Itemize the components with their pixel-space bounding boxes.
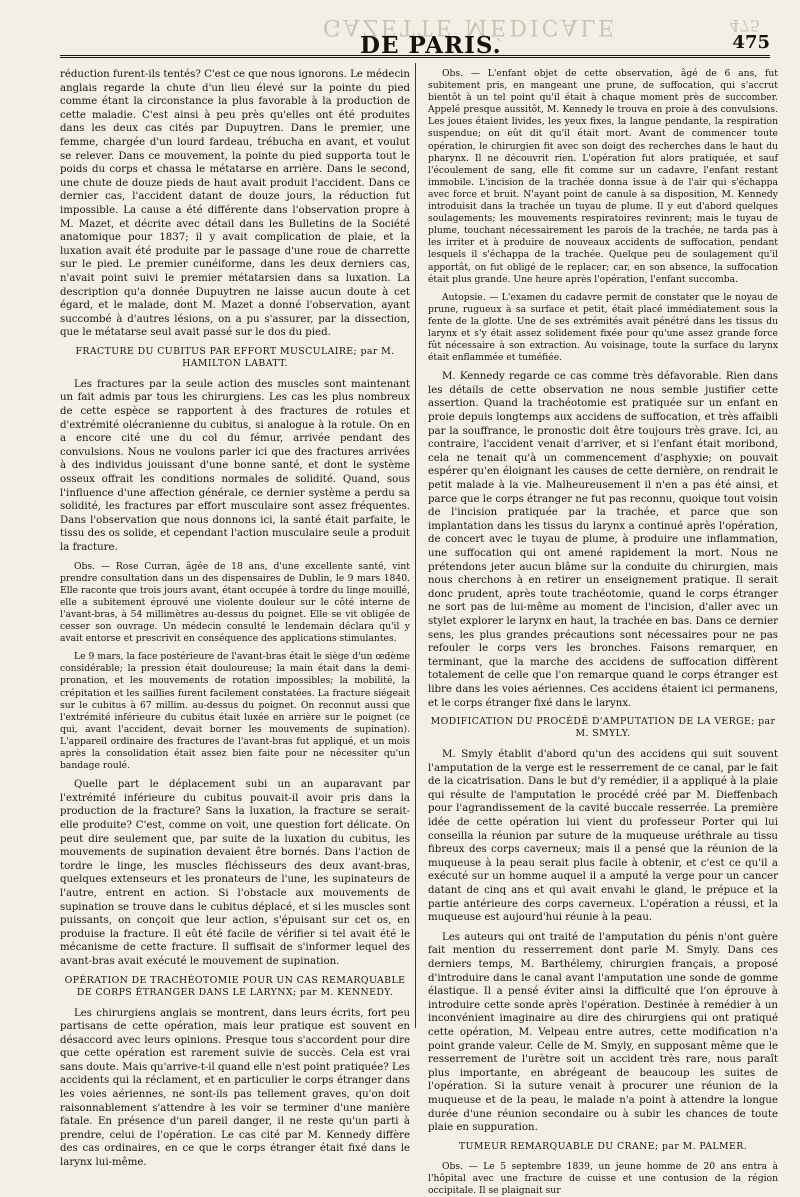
left-column [60, 68, 411, 1169]
article-heading-amputation: MODIFICATION DU PROCÉDÉ D'AMPUTATION DE LA VERGE; par M. SMYLY. [430, 716, 776, 740]
column-divider [415, 63, 416, 1028]
article-heading-cubitus: FRACTURE DU CUBITUS PAR EFFORT MUSCULAIRE; par M. HAMILTON LABATT. [75, 345, 395, 369]
page-number: 475 [732, 32, 770, 53]
article-paragraph: Les auteurs qui ont traité de l'amputation du pénis n'ont guère fait mention du resserrement dont parle M. Smyly. Dans ces derniers temps, M. Barthélemy, chirurgien français, a proposé d'introduire dans le canal avant l'amputation une sonde de gomme élastique. Il a pensé éviter ainsi la difficulté que l'on éprouve à introduire cette sonde après l'opération. Destinée à remédier à un inconvénient imaginaire au dire des chirurgiens qui ont pratiqué cette opération, M. Velpeau entre autres, cette modification n'a point grande valeur. Celle de M. Smyly, en supposant même que le resserrement de l'urètre soit un accident très rare, nous paraît plus importante, en abrégeant de beaucoup les suites de l'opération. Si la suture venait à procurer une réunion de la muqueuse et de la peau, le malade n'a point à attendre la longue durée d'une réunion secondaire ou à subir les chances de toute plaie en suppuration. [428, 931, 778, 1134]
article-paragraph: M. Kennedy regarde ce cas comme très défavorable. Rien dans les détails de cette observation ne nous semble justifier cette assertion. Quand la trachéotomie est pratiquée sur un enfant en proie depuis longtemps aux accidens de suffocation, et très affaibli par la souffrance, le pronostic doit être toujours très grave. Ici, au contraire, l'accident venait d'arriver, et si l'enfant était moribond, cela ne tenait qu'à un commencement d'asphyxie; on pouvait espérer qu'en éloignant les causes de cette dernière, on rendrait le petit malade à la vie. Malheureusement il n'en a pas été ainsi, et parce que le corps étranger ne fut pas reconnu, quoique tout voisin de l'incision pratiquée par la trachée, et parce que son implantation dans les tissus du larynx a continué après l'opération, de concert avec le tuyau de plume, à produire une inflammation, une suffocation qui ont amené rapidement la mort. Nous ne prétendons jeter aucun blâme sur la conduite du chirurgien, mais nous cherchons à en retirer un enseignement pratique. Il serait donc prudent, après toute trachéotomie, quand le corps étranger ne sort pas de lui-même au moment de l'incision, d'aller avec un stylet explorer le larynx en haut, la trachée en bas. Dans ce dernier sens, les plus grandes précautions sont nécessaires pour ne pas refouler le corps vers les bronches. Faisons remarquer, en terminant, que la marche des accidens de suffocation diffèrent totalement de celle que l'on remarque quand le corps étranger est libre dans les voies aériennes. Ces accidens étaient ici permanens, et le corps étranger fixé dans le larynx. [428, 371, 778, 709]
right-column [428, 68, 778, 1196]
observation-paragraph: Obs. — L'enfant objet de cette observation, âgé de 6 ans, fut subitement pris, en mangeant une prune, de suffocation, qui s'accrut bientôt à un tel point qu'il était à chaque moment près de succomber. Appelé presque aussitôt, M. Kennedy le trouva en proie à des convulsions. Les joues étaient livides, les yeux fixes, la langue pendante, la respiration suspendue; on eût dit qu'il était mort. Avant de commencer toute opération, le chirurgien fit avec son doigt des recherches dans le haut du pharynx. Il ne découvrit rien. L'opération fut alors pratiquée, et sauf l'écoulement de sang, elle fit comme sur un cadavre, l'enfant restant immobile. L'incision de la trachée donna issue à de l'air qui s'échappa avec force et bruit. N'ayant point de canule à sa disposition, M. Kennedy introduisit dans la trachée un tuyau de plume. Il y eut d'abord quelques soulagements; les mouvements respiratoires revinrent; mais le tuyau de plume, touchant nécessairement les parois de la trachée, ne tarda pas à les irriter et à produire de nouveaux accidents de suffocation, pendant lesquels il s'échappa de la trachée. Quelque peu de soulagement qu'il apportât, on fut obligé de le replacer; car, en son absence, la suffocation était plus grande. Une heure après l'opération, l'enfant succomba. [428, 68, 778, 285]
observation-paragraph: Obs. — Le 5 septembre 1839, un jeune homme de 20 ans entra à l'hôpital avec une fracture de cuisse et une contusion de la région occipitale. Il se plaignait sur [428, 1160, 778, 1196]
article-paragraph: Quelle part le déplacement subi un an auparavant par l'extrémité inférieure du cubitus pouvait-il avoir pris dans la production de la fracture? Sans la luxation, la fracture se serait-elle produite? C'est, comme on voit, une question fort délicate. On peut dire seulement que, par suite de la luxation du cubitus, les mouvements de supination devaient être bornés. Dans l'action de tordre le linge, les muscles fléchisseurs des deux avant-bras, quelques extenseurs et les pronateurs de l'une, les supinateurs de l'autre, entrent en action. Si l'obstacle aux mouvements de supination se trouve dans le cubitus déplacé, et si les muscles sont puissants, on conçoit que leur action, s'épuisant sur cet os, en produise la fracture. Il eût été facile de vérifier si tel avait été le mécanisme de cette fracture. Il suffisait de s'informer lequel des avant-bras avait exécuté le mouvement de supination. [60, 779, 410, 967]
article-paragraph: Les chirurgiens anglais se montrent, dans leurs écrits, fort peu partisans de cette opération, mais leur pratique est souvent en désaccord avec leurs opinions. Presque tous s'accordent pour dire que cette opération est rarement suivie de succès. Cela est vrai sans doute. Mais qu'arrive-t-il quand elle n'est point pratiquée? Les accidents qui la réclament, et en particulier le corps étranger dans les voies aériennes, ne sont-ils pas tellement graves, qu'on doit raisonnablement s'attendre à les voir se terminer d'une manière fatale. En présence d'un pareil danger, il ne reste qu'un parti à prendre, celui de l'opération. Le cas cité par M. Kennedy diffère des cas ordinaires, en ce que le corps étranger était fixé dans le larynx lui-même. [60, 1007, 410, 1169]
bleed-through-number: 475 [729, 16, 760, 35]
observation-paragraph: Le 9 mars, la face postérieure de l'avant-bras était le siège d'un œdème considérable; la pression était douloureuse; la main était dans la demi-pronation, et les mouvements de rotation impossibles; la mobilité, la crépitation et les saillies furent facilement constatées. La fracture siégeait sur le cubitus à 67 millim. au-dessus du poignet. On reconnut aussi que l'extrémité inférieure du cubitus était luxée en arrière sur le poignet (ce qui, avant l'accident, devait borner les mouvements de supination). L'appareil ordinaire des fractures de l'avant-bras fut appliqué, et un mois après la consolidation était assez bien faite pour ne nécessiter qu'un bandage roulé. [60, 651, 410, 772]
page-title: DE PARIS. [360, 32, 502, 59]
intro-paragraph: réduction furent-ils tentés? C'est ce que nous ignorons. Le médecin anglais regarde la chute d'un lieu élevé sur la pointe du pied comme étant la circonstance la plus favorable à la production de cette maladie. C'est ainsi à peu près qu'elles ont été produites dans les deux cas cités par Dupuytren. Dans le premier, une femme, chargée d'un lourd fardeau, trébucha en avant, et voulut se relever. Dans ce mouvement, la pointe du pied supporta tout le poids du corps et chassa le métatarse en arrière. Dans le second, une chute de douze pieds de haut avait produit l'accident. Dans ce dernier cas, l'accident datant de douze jours, la réduction fut impossible. La cause a été différente dans l'observation propre à M. Mazet, et décrite avec détail dans les Bulletins de la Société anatomique pour 1837; il y avait complication de plaie, et la luxation avait été produite par le passage d'une roue de charrette sur le pied. Le premier cunéiforme, dans les deux derniers cas, n'avait point suivi le premier métatarsien dans sa luxation. La description qu'a donnée Dupuytren ne laisse aucun doute à cet égard, et le malade, dont M. Mazet a donné l'observation, ayant succombé à d'autres lésions, on a pu s'assurer, par la dissection, que le métatarse seul avait passé sur le dos du pied. [60, 69, 410, 339]
autopsy-paragraph: Autopsie. — L'examen du cadavre permit de constater que le noyau de prune, rugueux à sa surface et petit, était placé immédiatement sous la fente de la glotte. Une de ses extrémités avait pénétré dans les tissus du larynx et s'y était assez solidement fixée pour qu'une assez grande force fût nécessaire à son extraction. Au voisinage, toute la surface du larynx était enflammée et tuméfiée. [428, 291, 778, 364]
header-rule [60, 55, 770, 58]
observation-paragraph: Obs. — Rose Curran, âgée de 18 ans, d'une excellente santé, vint prendre consultation dans un des dispensaires de Dublin, le 9 mars 1840. Elle raconte que trois jours avant, étant occupée à tordre du linge mouillé, elle a subitement éprouvé une violente douleur sur le côté interne de l'avant-bras, à 54 millimètres au-dessus du poignet. Elle se vit obligée de cesser son ouvrage. Un médecin consulté le lendemain déclara qu'il y avait entorse et prescrivit en conséquence des applications stimulantes. [60, 560, 410, 645]
article-paragraph: M. Smyly établit d'abord qu'un des accidens qui suit souvent l'amputation de la verge est le resserrement de ce canal, par le fait de la cicatrisation. Dans le but d'y remédier, il a appliqué à la plaie qui résulte de l'amputation le procédé créé par M. Dieffenbach pour l'agrandissement de la cavité buccale resserrée. La première idée de cette opération lui vient du professeur Porter qui lui conseilla la réunion par suture de la muqueuse uréthrale au tissu fibreux des corps caverneux; mais il a pensé que la réunion de la muqueuse à la peau serait plus facile à obtenir, et c'est ce qu'il a exécuté sur un homme auquel il a amputé la verge pour un cancer datant de cinq ans et qui avait envahi le gland, le prépuce et la partie antérieure des corps caverneux. L'opération a réussi, et la muqueuse est aujourd'hui réunie à la peau. [428, 749, 778, 924]
article-heading-tracheotomie: OPÉRATION DE TRACHÉOTOMIE POUR UN CAS REMARQUABLE DE CORPS ÉTRANGER DANS LE LARYNX; par M. KENNEDY. [64, 974, 406, 998]
bleed-through-title: GAZETTE MÉDICALE [323, 14, 617, 39]
article-paragraph: Les fractures par la seule action des muscles sont maintenant un fait admis par tous les chirurgiens. Les cas les plus nombreux de cette espèce se rapportent à des fractures de rotules et d'extrémité olécranienne du cubitus, si analogue à la rotule. On en a encore cité une du col du fémur, arrivée pendant des convulsions. Nous ne voulons parler ici que des fractures arrivées à des individus jouissant d'une bonne santé, et dont le système osseux offrait les conditions normales de solidité. Quand, sous l'influence d'une affection générale, ce dernier système a perdu sa solidité, les fractures par effort musculaire sont assez fréquentes. Dans l'observation que nous donnons ici, la santé était parfaite, le tissu des os solide, et cependant l'action musculaire seule a produit la fracture. [60, 378, 411, 553]
article-heading-tumeur: TUMEUR REMARQUABLE DU CRANE; par M. PALMER. [458, 1140, 748, 1152]
